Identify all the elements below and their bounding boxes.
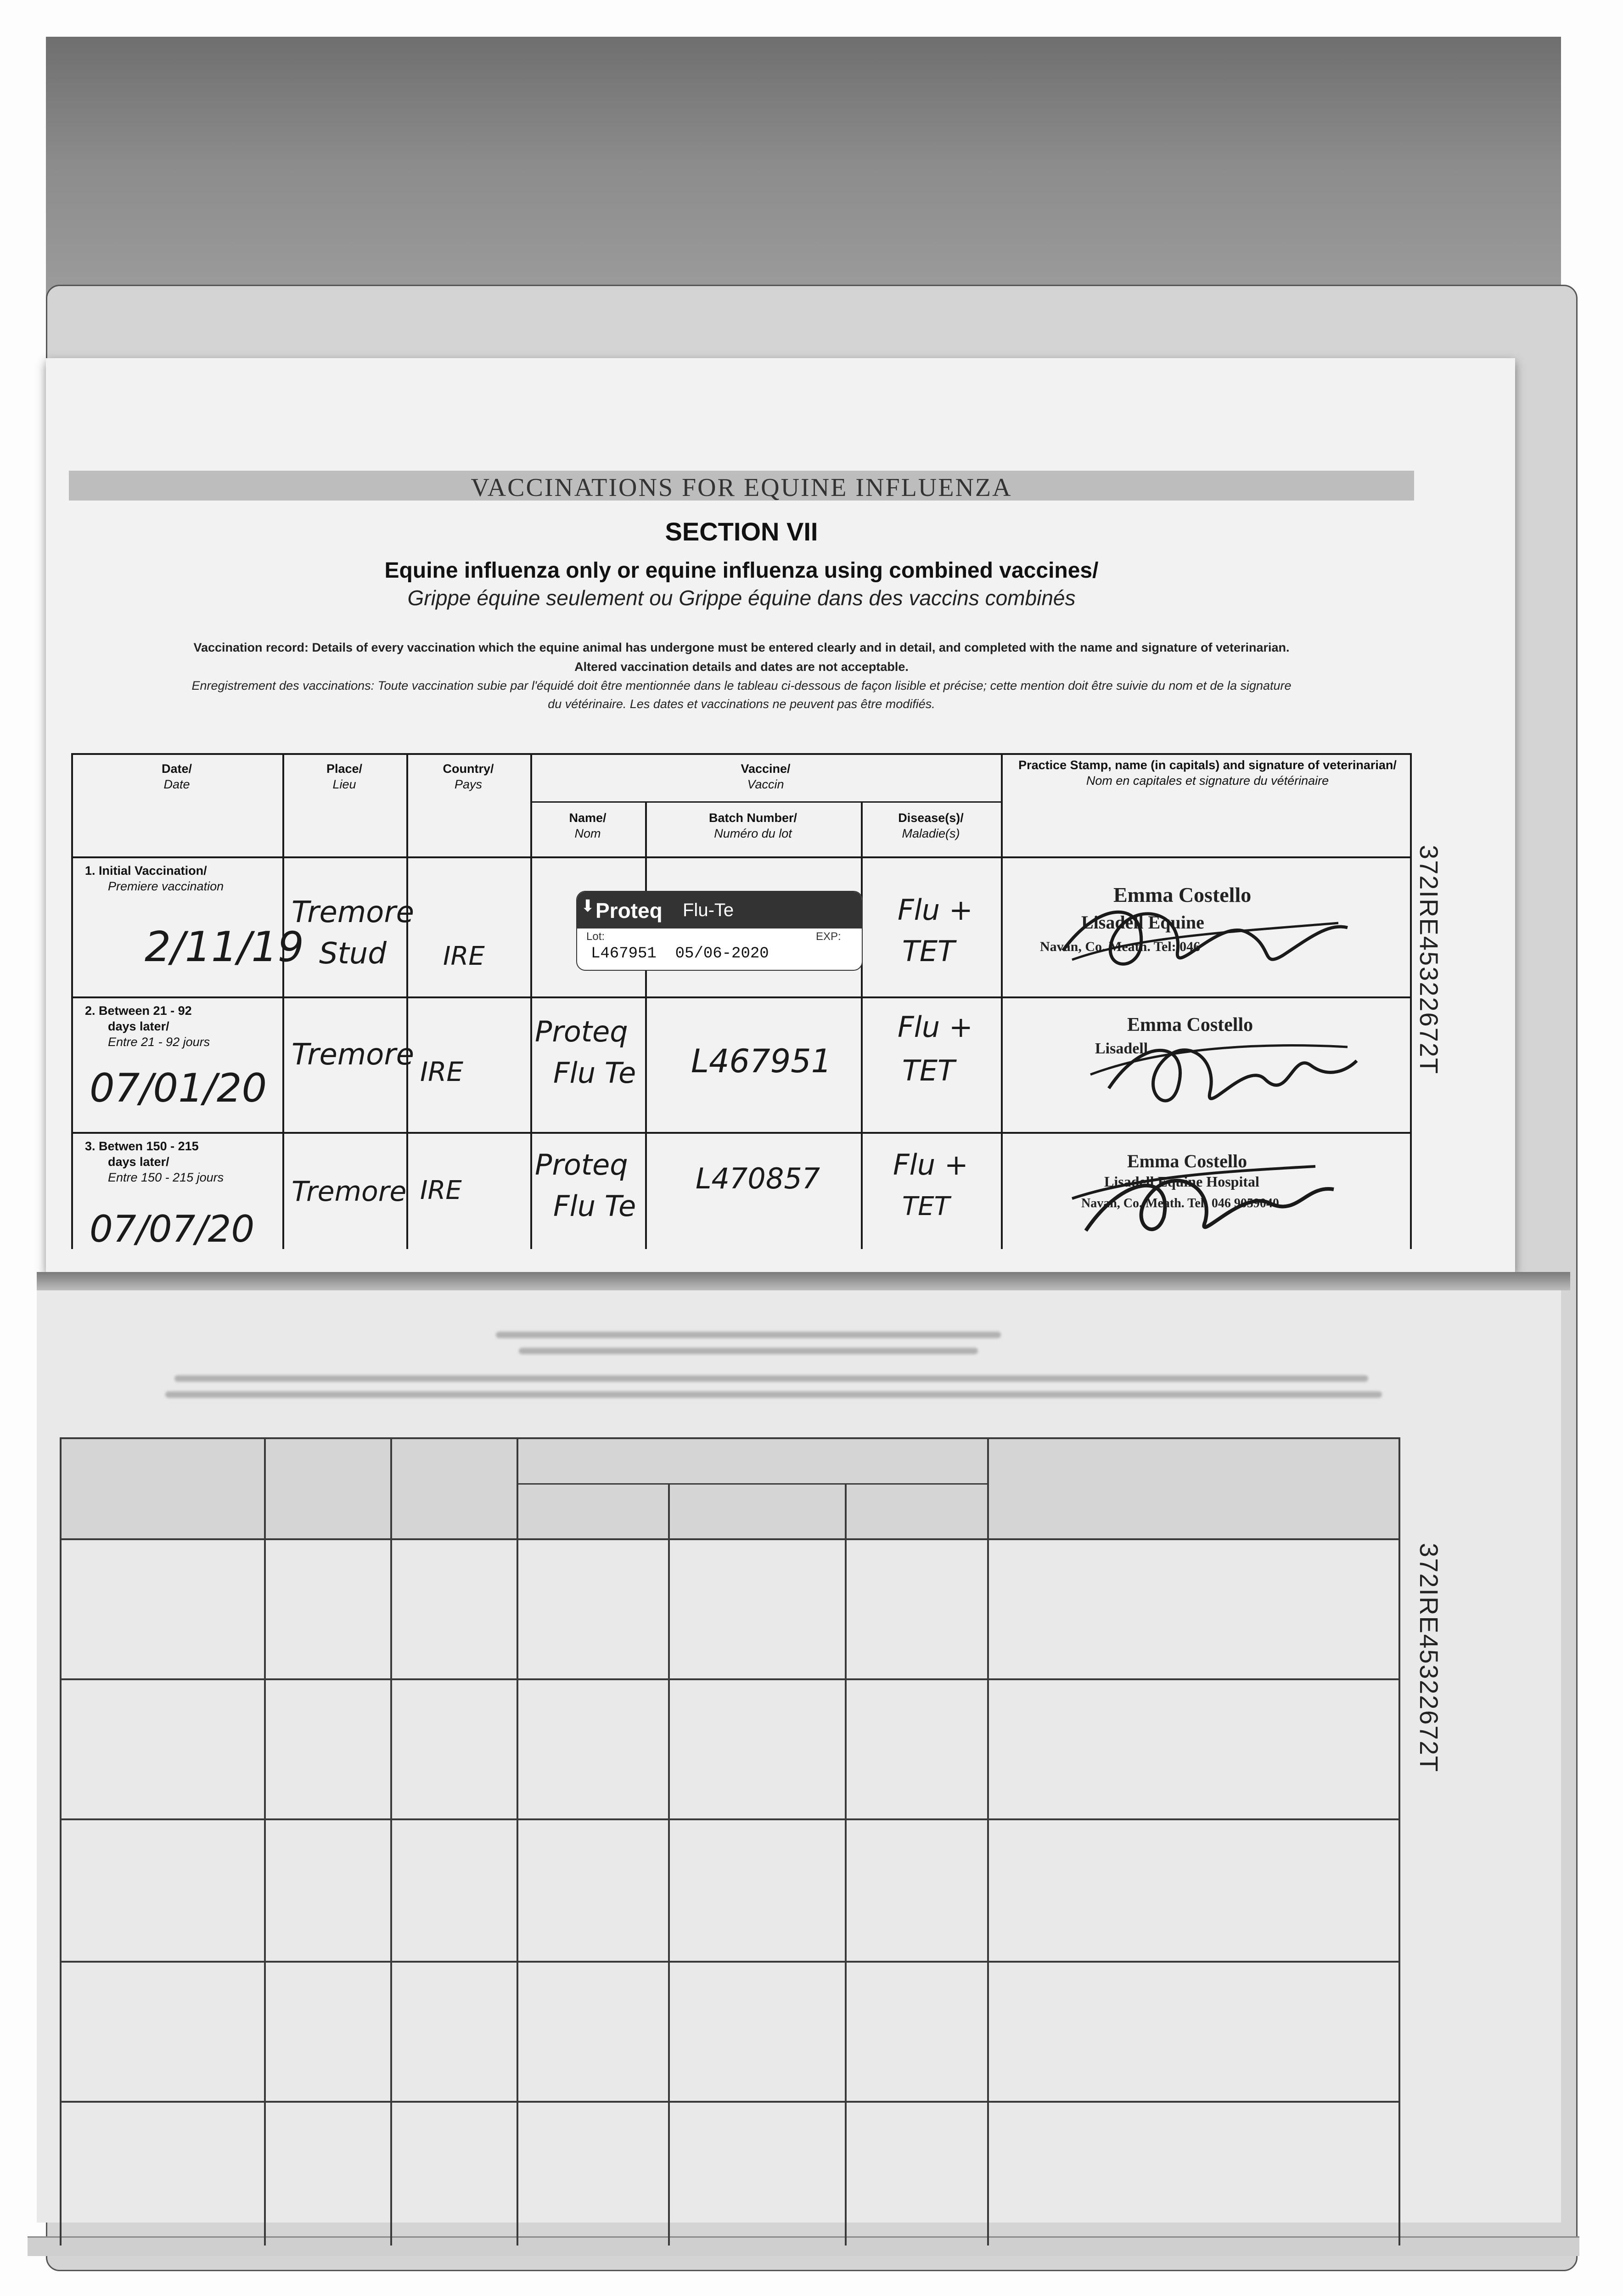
- row-label-3: 3. Betwen 150 - 215 days later/ Entre 150 - 215 jours: [85, 1139, 224, 1184]
- header-vaccine: Vaccine/ Vaccin: [741, 762, 791, 791]
- row3-batch: L470857: [696, 1162, 820, 1195]
- row1-disease-line2: TET: [902, 934, 955, 968]
- blurred-line: [60, 1437, 62, 2245]
- row2-batch: L467951: [691, 1042, 832, 1080]
- row1-disease-line1: Flu +: [898, 893, 973, 927]
- row3-stamp-practice: Lisadell Equine Hospital: [1104, 1173, 1259, 1190]
- blurred-line: [845, 1483, 847, 2245]
- row3-vaccine-name-line1: Proteq: [535, 1148, 628, 1182]
- row-line: [530, 801, 1001, 803]
- col-line: [645, 801, 647, 1249]
- row2-date: 07/01/20: [90, 1065, 267, 1111]
- table-border-right: [1410, 753, 1412, 1249]
- instructions-french-line2: du vétérinaire. Les dates et vaccinations ne peuvent pas être modifiés.: [548, 697, 935, 711]
- blurred-text-line: [496, 1332, 1001, 1338]
- row3-place: Tremore: [292, 1176, 407, 1208]
- blurred-line: [390, 1437, 392, 2245]
- sticker-brand: Proteq: [595, 899, 663, 923]
- subtitle-english: Equine influenza only or equine influenza using combined vaccines/: [384, 558, 1099, 583]
- row1-stamp-name: Emma Costello: [1113, 883, 1252, 906]
- col-line: [406, 753, 408, 1249]
- blurred-line: [264, 1437, 266, 2245]
- row1-signature: [1045, 882, 1366, 983]
- row-line: [71, 996, 1412, 998]
- row1-country: IRE: [443, 941, 485, 971]
- blurred-line: [60, 1961, 1400, 1963]
- row1-place-line2: Stud: [319, 937, 387, 971]
- row-line: [71, 856, 1412, 858]
- header-country: Country/ Pays: [443, 762, 494, 791]
- blurred-text-line: [165, 1391, 1382, 1398]
- blurred-text-line: [174, 1375, 1368, 1382]
- row3-stamp-name: Emma Costello: [1127, 1151, 1247, 1171]
- header-place: Place/ Lieu: [326, 762, 363, 791]
- blurred-line: [60, 1538, 1400, 1540]
- blurred-line: [1398, 1437, 1400, 2245]
- blurred-line: [60, 2101, 1400, 2103]
- row-line: [71, 1132, 1412, 1134]
- row2-signature: [1072, 1015, 1366, 1116]
- side-id-bottom: 372IRE45322672T: [1415, 1543, 1443, 1773]
- header-date: Date/ Date: [161, 762, 192, 791]
- sticker-product: Flu-Te: [683, 900, 734, 920]
- col-line: [1001, 753, 1003, 1249]
- blurred-next-page: [37, 1290, 1561, 2223]
- blurred-line: [517, 1483, 987, 1485]
- blurred-line: [60, 1678, 1400, 1680]
- subtitle-french: Grippe équine seulement ou Grippe équine dans des vaccins combinés: [407, 586, 1076, 610]
- header-disease: Disease(s)/ Maladie(s): [898, 811, 964, 840]
- col-line: [282, 753, 284, 1249]
- row3-date: 07/07/20: [90, 1208, 255, 1250]
- row1-stamp-address: Navan, Co. Meath. Tel: 046: [1040, 939, 1201, 954]
- table-border-left: [71, 753, 73, 1249]
- row2-disease-line1: Flu +: [898, 1010, 973, 1044]
- blurred-line: [987, 1437, 989, 2245]
- sleeve-bottom-edge: [28, 2236, 1579, 2256]
- blurred-text-line: [519, 1348, 978, 1354]
- row2-vaccine-name-line1: Proteq: [535, 1015, 628, 1048]
- row2-stamp-name: Emma Costello: [1127, 1014, 1253, 1035]
- row3-country: IRE: [420, 1176, 462, 1205]
- header-name: Name/ Nom: [569, 811, 607, 840]
- row1-date: 2/11/19: [145, 923, 304, 971]
- blurred-line: [60, 1437, 1400, 1439]
- side-id-top: 372IRE45322672T: [1415, 845, 1443, 1075]
- table-border-top: [71, 753, 1412, 755]
- row-label-1: 1. Initial Vaccination/ Premiere vaccination: [85, 864, 224, 893]
- row2-vaccine-name-line2: Flu Te: [553, 1056, 636, 1090]
- vaccine-batch-sticker: [576, 891, 863, 971]
- row3-signature: [1058, 1148, 1352, 1244]
- section-title: SECTION VII: [665, 517, 818, 546]
- row2-country: IRE: [420, 1056, 464, 1087]
- blurred-header-row: [60, 1437, 1400, 1538]
- header-batch: Batch Number/ Numéro du lot: [708, 811, 797, 840]
- row2-stamp-practice: Lisadell: [1095, 1040, 1148, 1057]
- instructions-english-line1: Vaccination record: Details of every vaccination which the equine animal has undergone must be entered clearly and in detail, and completed with the name and signature of veterinarian.: [193, 641, 1290, 654]
- row3-disease-line1: Flu +: [893, 1148, 968, 1182]
- instructions-french-line1: Enregistrement des vaccinations: Toute vaccination subie par l'équidé doit être mentionnée dans le tableau ci-dessous de façon lisible et précise; cette mention doit être suivie du nom et de la signature: [191, 679, 1292, 692]
- blurred-line: [668, 1483, 670, 2245]
- row3-stamp-address: Navan, Co. Meath. Tel: 046 9059040: [1081, 1196, 1279, 1210]
- sticker-exp-label: EXP:: [816, 930, 841, 943]
- vaccination-table: [71, 753, 1412, 1249]
- header-practice-stamp: Practice Stamp, name (in capitals) and signature of veterinarian/ Nom en capitales et signature du vétérinaire: [1018, 758, 1397, 788]
- page-gutter: [37, 1272, 1570, 1290]
- blurred-line: [60, 1818, 1400, 1820]
- row1-stamp-practice: Lisadell Equine: [1081, 912, 1204, 933]
- col-line: [861, 801, 863, 1249]
- sticker-lot-label: Lot:: [586, 930, 605, 943]
- row2-disease-line2: TET: [902, 1054, 955, 1087]
- sticker-values: L467951 05/06-2020: [591, 945, 769, 962]
- row-label-2: 2. Between 21 - 92 days later/ Entre 21 - 92 jours: [85, 1004, 210, 1049]
- instructions-english-line2: Altered vaccination details and dates are not acceptable.: [574, 660, 909, 674]
- row3-vaccine-name-line2: Flu Te: [553, 1189, 636, 1223]
- down-arrow-icon: ⬇: [581, 896, 595, 915]
- blurred-line: [517, 1437, 518, 2245]
- row1-place-line1: Tremore: [292, 895, 414, 929]
- banner-title: VACCINATIONS FOR EQUINE INFLUENZA: [471, 473, 1012, 502]
- row2-place: Tremore: [292, 1038, 414, 1072]
- row3-disease-line2: TET: [902, 1192, 950, 1221]
